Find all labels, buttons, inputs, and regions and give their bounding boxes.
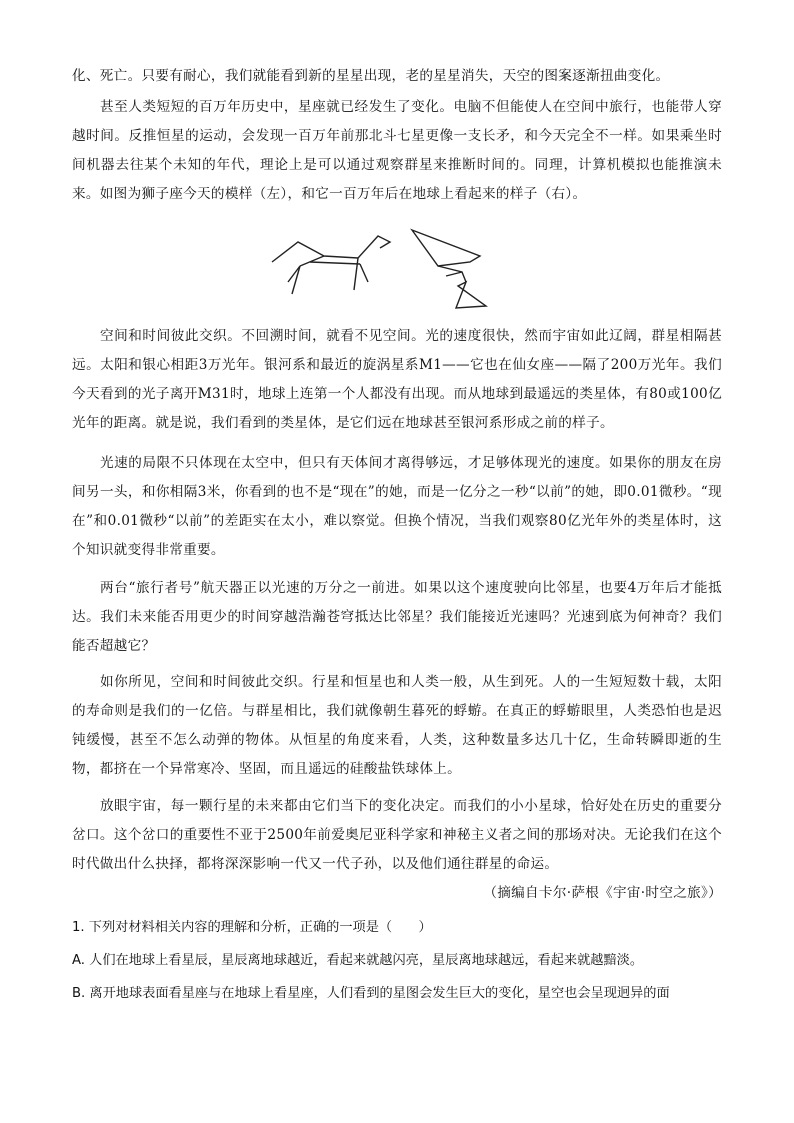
leo-future-lower-quad — [456, 282, 486, 308]
leo-today-back-line — [272, 236, 390, 262]
leo-future-cross-line — [446, 272, 462, 276]
leo-today-belly-line — [310, 262, 360, 264]
source-citation: （摘编自卡尔·萨根《宇宙·时空之旅》） — [483, 885, 722, 901]
leo-future-diagram — [412, 230, 486, 308]
paragraph-voyager: 两台“旅行者号”航天器正以光速的万分之一前进。如果以这个速度驶向比邻星，也要4万年后才能抵达。我们未来能否用更少的时间穿越浩瀚苍穹抵达比邻星？我们能接近光速吗？光速到底为何神奇？我们能否超越它？ — [72, 580, 722, 654]
paragraph-light-speed: 光速的局限不只体现在太空中，但只有天体间才离得够远，才足够体现光的速度。如果你的朋友在房间另一头，和你相隔3米，你看到的也不是“现在”的她，而是一亿分之一秒“以前”的她，即0.01微秒。“现在”和0.01微秒“以前”的差距实在太小，难以察觉。但换个情况，当我们观察80亿光年外的类星体时，这个知识就变得非常重要。 — [72, 455, 722, 558]
paragraph-space-time: 空间和时间彼此交织。不回溯时间，就看不见空间。光的速度很快，然而宇宙如此辽阔，群星相隔甚远。太阳和银心相距3万光年。银河系和最近的旋涡星系M1——它也在仙女座——隔了200万光年。我们今天看到的光子离开M31时，地球上连第一个人都没有出现。而从地球到最遥远的类星体，有80或100亿光年的距离。就是说，我们看到的类星体，是它们远在地球甚至银河系形成之前的样子。 — [72, 328, 722, 431]
leo-today-front-leg-2 — [360, 264, 368, 282]
leo-future-upper-triangle — [412, 230, 480, 266]
paragraph-constellation-change: 甚至人类短短的百万年历史中，星座就已经发生了变化。电脑不但能使人在空间中旅行，也能带人穿越时间。反推恒星的运动，会发现一百万年前那北斗七星更像一支长矛，和今天完全不一样。如果乘坐时间机器去往某个未知的年代，理论上是可以通过观察群星来推断时间的。同理，计算机模拟也能推演未来。如图为狮子座今天的模样（左），和它一百万年后在地球上看起来的样子（右）。 — [72, 99, 722, 202]
option-a: A. 人们在地球上看星辰，星辰离地球越近，看起来就越闪亮，星辰离地球越远，看起来就越黯淡。 — [72, 953, 644, 968]
option-b: B. 离开地球表面看星座与在地球上看星座，人们看到的星图会发生巨大的变化，星空也会呈现迥异的面 — [72, 986, 670, 1001]
leo-today-front-leg — [354, 258, 358, 290]
paragraph-life-span: 如你所见，空间和时间彼此交织。行星和恒星也和人类一般，从生到死。人的一生短短数十载，太阳的寿命则是我们的一亿倍。与群星相比，我们就像朝生暮死的蜉蝣。在真正的蜉蝣眼里，人类恐怕也是迟钝缓慢，甚至不怎么动弹的物体。从恒星的角度来看，人类，这种数量多达几十亿，生命转瞬即逝的生物，都挤在一个异常寒冷、坚固，而且遥远的硅酸盐铁球体上。 — [72, 674, 722, 777]
leo-constellation-figure — [270, 224, 510, 314]
paragraph-future: 放眼宇宙，每一颗行星的未来都由它们当下的变化决定。而我们的小小星球，恰好处在历史的重要分岔口。这个岔口的重要性不亚于2500年前爱奥尼亚科学家和神秘主义者之间的那场对决。无论我们在这个时代做出什么抉择，都将深深影响一代又一代子孙，以及他们通往群星的命运。 — [72, 798, 722, 872]
leo-today-body-line — [300, 256, 324, 266]
leo-today-diagram — [272, 236, 390, 294]
paragraph-continuation: 化、死亡。只要有耐心，我们就能看到新的星星出现，老的星星消失，天空的图案逐渐扭曲变化。 — [72, 68, 670, 84]
question-stem: 1. 下列对材料相关内容的理解和分析，正确的一项是（ ） — [72, 920, 432, 935]
